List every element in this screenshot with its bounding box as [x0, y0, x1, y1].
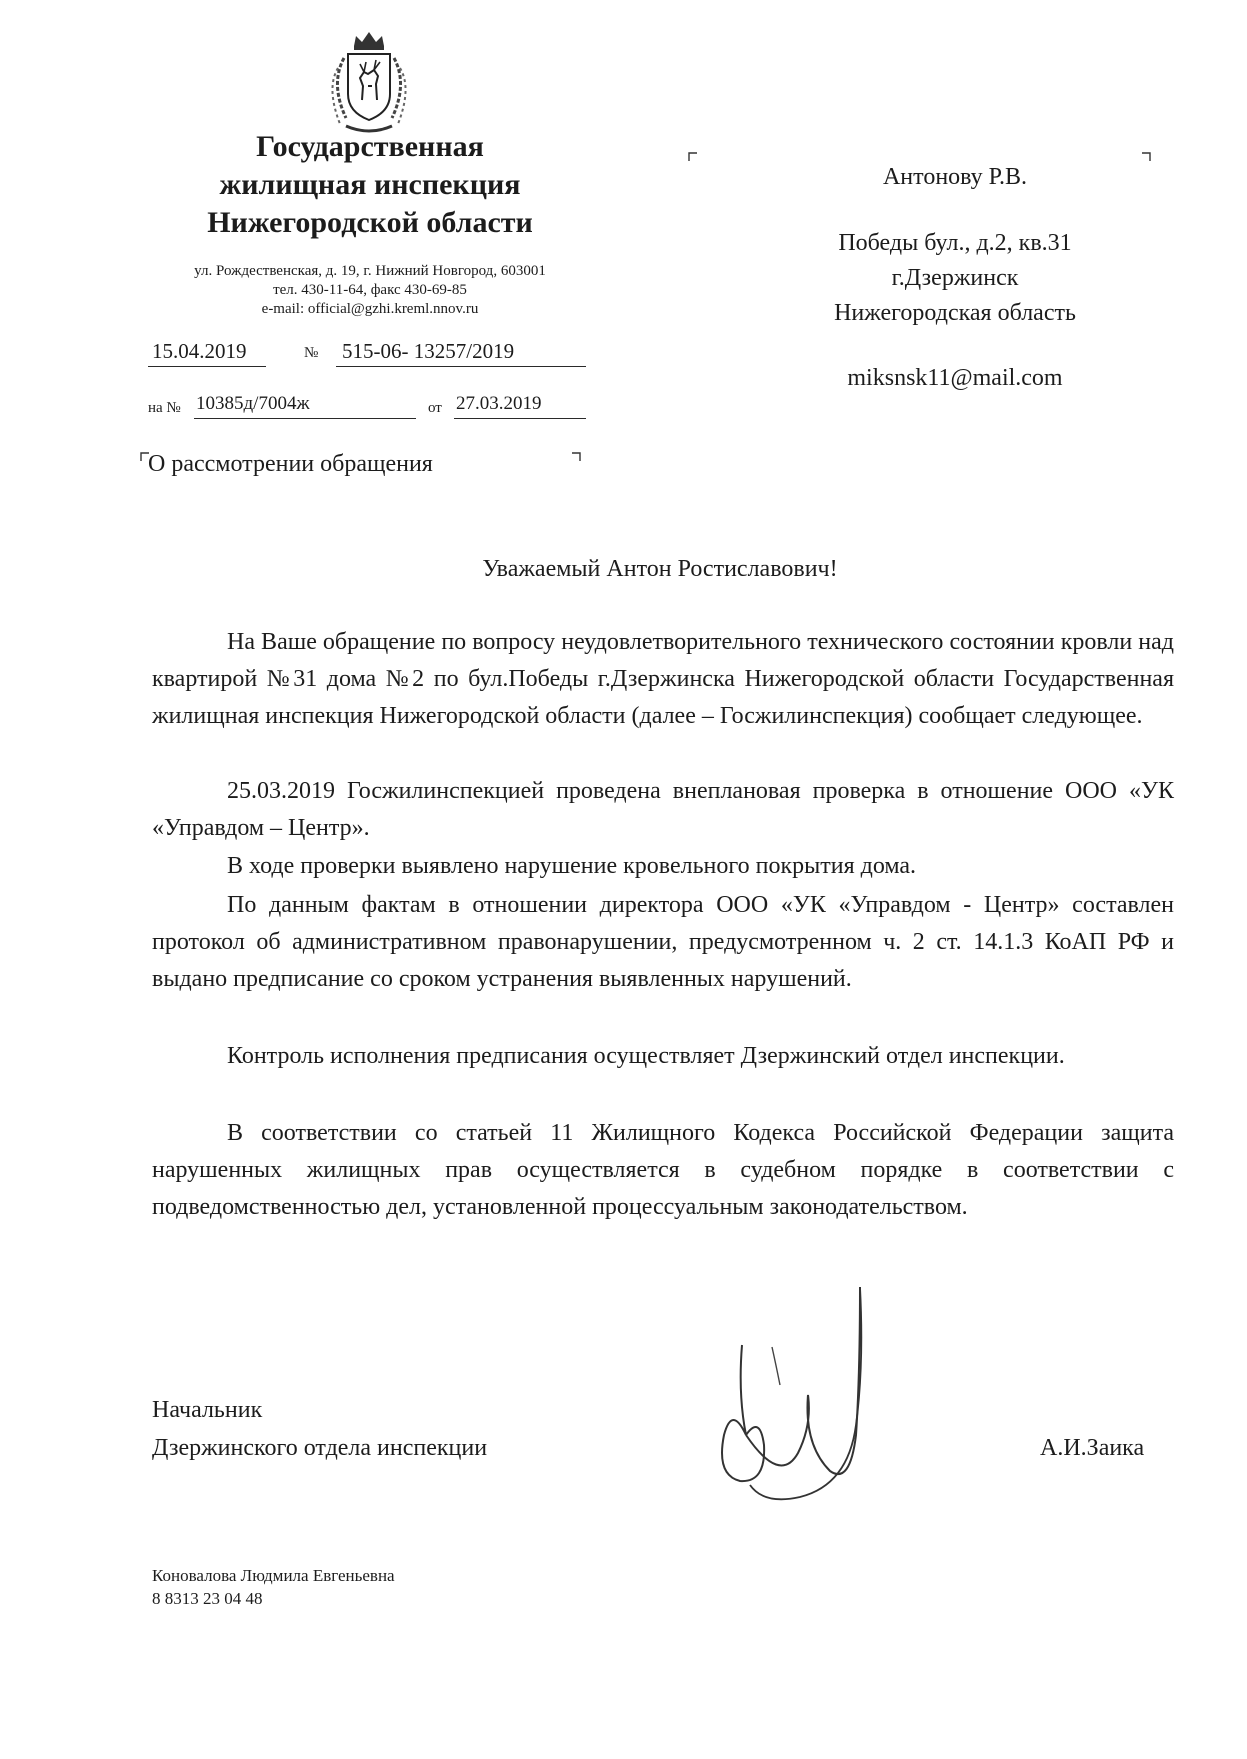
reference-number-underline	[194, 418, 416, 419]
body-paragraph-2: 25.03.2019 Госжилинспекцией проведена внеплановая проверка в отношение ООО «УК «Управдом – Центр».	[152, 778, 1174, 841]
org-name-line-3: Нижегородской области	[207, 206, 533, 239]
signatory-position-line-2: Дзержинского отдела инспекции	[152, 1435, 488, 1461]
addressee-email: miksnsk11@mail.com	[847, 365, 1063, 391]
reference-number: 10385д/7004ж	[196, 393, 310, 414]
outgoing-number-label: №	[304, 345, 319, 361]
signatory-name: А.И.Заика	[1040, 1435, 1145, 1461]
org-name-line-1: Государственная	[256, 130, 484, 163]
executor-name: Коновалова Людмила Евгеньевна	[152, 1566, 395, 1585]
body-paragraph-1: На Ваше обращение по вопросу неудовлетворительного технического состоянии кровли над квартирой №31 дома №2 по бул.Победы г.Дзержинска Нижегородской области Государственная жилищная инспекция Нижегородской области (далее – Госжилинспекция) сообщает следующее.	[152, 629, 1174, 729]
reference-number-label: на №	[148, 400, 181, 416]
handwritten-signature	[680, 1285, 910, 1525]
reference-date-label: от	[428, 400, 442, 416]
outgoing-number: 515-06- 13257/2019	[342, 339, 515, 363]
addressee-region: Нижегородская область	[834, 300, 1076, 326]
sender-email: e-mail: official@gzhi.kreml.nnov.ru	[261, 301, 479, 317]
outgoing-date: 15.04.2019	[152, 339, 247, 363]
body-paragraph-4: По данным фактам в отношении директора ООО «УК «Управдом - Центр» составлен протокол об административном правонарушении, предусмотренном ч. 2 ст. 14.1.3 КоАП РФ и выдано предписание со сроком устранения выявленных нарушений.	[152, 892, 1174, 992]
addressee-city: г.Дзержинск	[891, 265, 1019, 291]
org-name-line-2: жилищная инспекция	[219, 168, 521, 201]
sender-address: ул. Рождественская, д. 19, г. Нижний Новгород, 603001	[194, 263, 546, 279]
body-paragraph-3: В ходе проверки выявлено нарушение кровельного покрытия дома.	[227, 853, 917, 879]
addressee-name: Антонову Р.В.	[882, 164, 1028, 190]
signatory-position-line-1: Начальник	[152, 1397, 263, 1423]
reference-date: 27.03.2019	[456, 393, 542, 414]
body-paragraph-5: Контроль исполнения предписания осуществляет Дзержинский отдел инспекции.	[227, 1043, 1065, 1069]
body-paragraph-6: В соответствии со статьей 11 Жилищного Кодекса Российской Федерации защита нарушенных жилищных прав осуществляется в судебном порядке в соответствии с подведомственностью дел, установленной процессуальным законодательством.	[152, 1120, 1174, 1220]
letter-subject: О рассмотрении обращения	[148, 451, 433, 477]
number-underline	[336, 366, 586, 367]
sender-phone: тел. 430-11-64, факс 430-69-85	[273, 282, 467, 298]
subject-corner-right	[572, 452, 581, 461]
executor-phone: 8 8313 23 04 48	[152, 1589, 263, 1608]
date-underline	[148, 366, 266, 367]
addressee-street: Победы бул., д.2, кв.31	[838, 230, 1072, 256]
greeting: Уважаемый Антон Ростиславович!	[482, 556, 838, 582]
reference-date-underline	[454, 418, 586, 419]
coat-of-arms-icon	[316, 28, 422, 140]
addressee-corner-top-left	[688, 152, 697, 161]
